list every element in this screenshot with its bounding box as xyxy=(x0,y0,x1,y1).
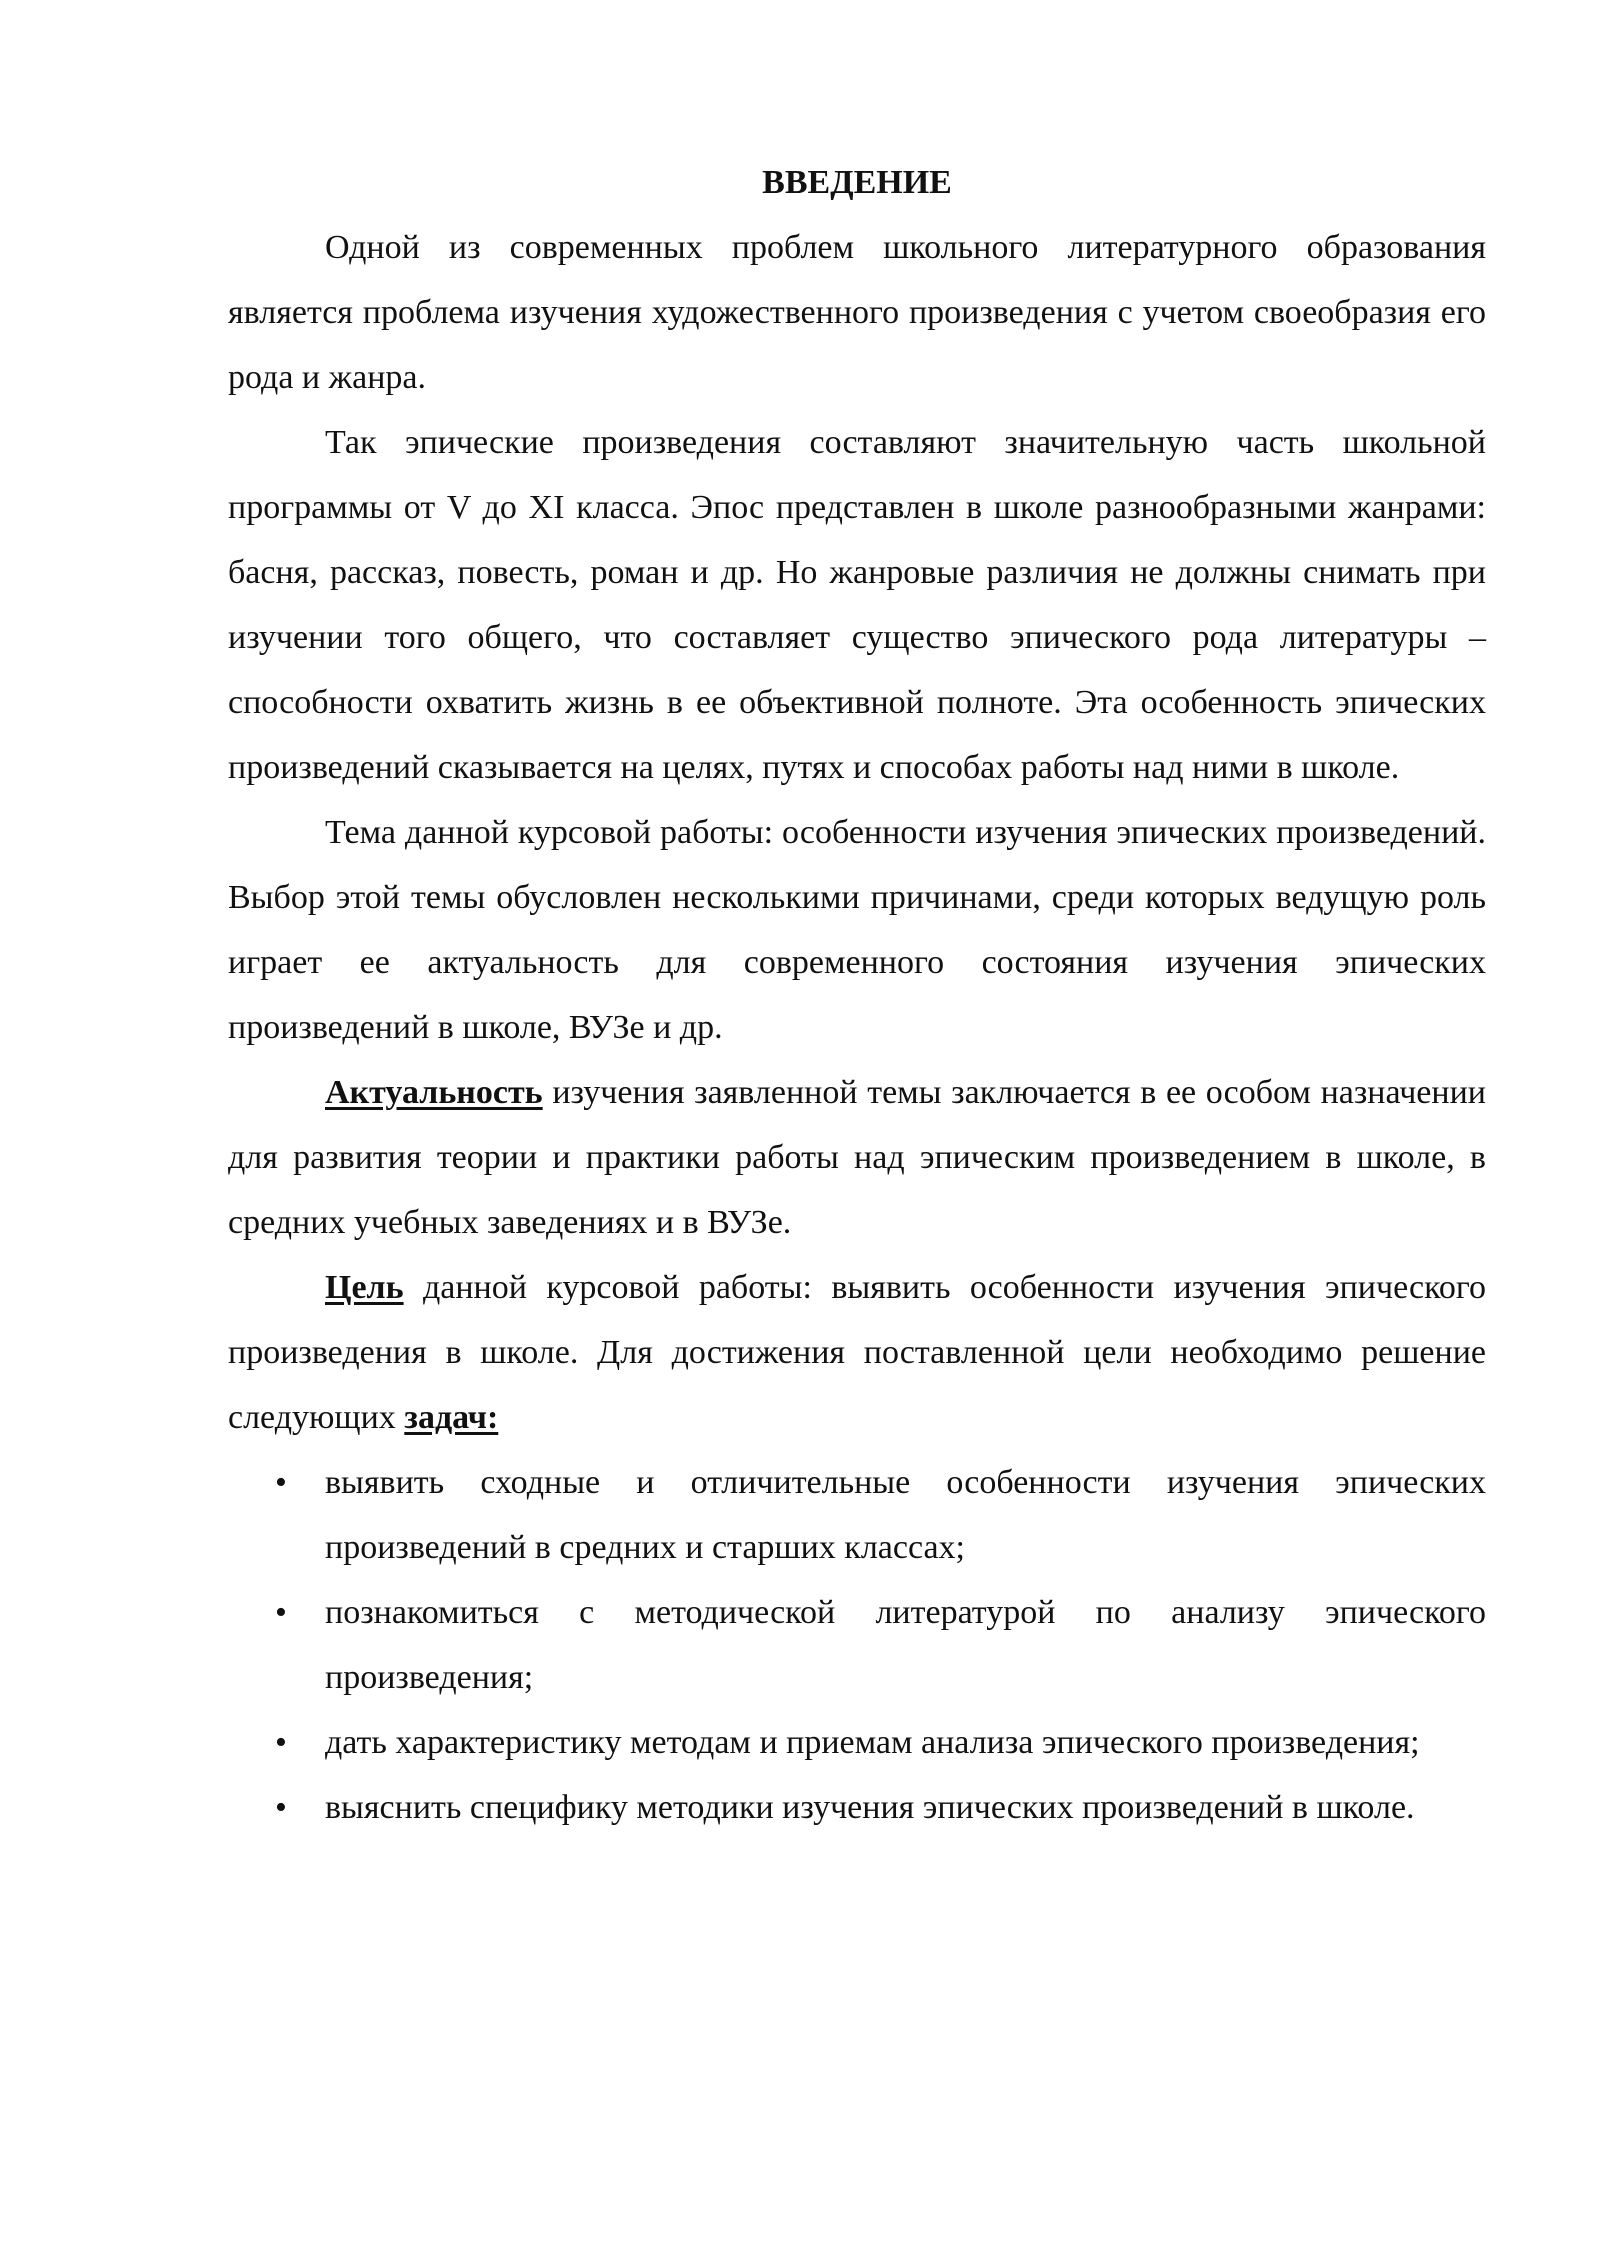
bullet-icon: • xyxy=(275,1724,287,1761)
list-item xyxy=(228,1580,1486,1710)
list-item xyxy=(228,1775,1486,1840)
page-title: ВВЕДЕНИЕ xyxy=(762,164,952,201)
paragraph-relevance xyxy=(228,1060,1486,1255)
document-page xyxy=(228,150,1486,1840)
list-item-text: выявить сходные и отличительные особенности изучения эпических произведений в средних и старших классах; xyxy=(325,1464,1486,1566)
keyword-goal: Цель xyxy=(325,1269,404,1306)
list-item-text: дать характеристику методам и приемам анализа эпического произведения; xyxy=(325,1724,1420,1761)
list-item-text: выяснить специфику методики изучения эпических произведений в школе. xyxy=(325,1789,1415,1826)
bullet-icon: • xyxy=(275,1464,287,1501)
list-item-text: познакомиться с методической литературой по анализу эпического произведения; xyxy=(325,1594,1486,1696)
list-item xyxy=(228,1710,1486,1775)
keyword-relevance: Актуальность xyxy=(325,1074,543,1111)
keyword-tasks: задач: xyxy=(404,1399,499,1436)
goal-text: данной курсовой работы: выявить особенности изучения эпического произведения в школе. Для достижения поставленной цели необходимо решение следующих xyxy=(228,1269,1486,1436)
paragraph-goal xyxy=(228,1255,1486,1450)
task-list xyxy=(228,1450,1486,1840)
paragraph-topic: Тема данной курсовой работы: особенности изучения эпических произведений. Выбор этой темы обусловлен несколькими причинами, среди которых ведущую роль играет ее актуальность для современного состояния изучения эпических произведений в школе, ВУЗе и др. xyxy=(228,814,1486,1046)
paragraph-intro: Одной из современных проблем школьного литературного образования является проблема изучения художественного произведения с учетом своеобразия его рода и жанра. xyxy=(228,229,1486,396)
bullet-icon: • xyxy=(275,1789,287,1826)
relevance-text: изучения заявленной темы заключается в ее особом назначении для развития теории и практики работы над эпическим произведением в школе, в средних учебных заведениях и в ВУЗе. xyxy=(228,1074,1486,1241)
list-item xyxy=(228,1450,1486,1580)
paragraph-epic-works: Так эпические произведения составляют значительную часть школьной программы от V до XI класса. Эпос представлен в школе разнообразными жанрами: басня, рассказ, повесть, роман и др. Но жанровые различия не должны снимать при изучении того общего, что составляет существо эпического рода литературы – способности охватить жизнь в ее объективной полноте. Эта особенность эпических произведений сказывается на целях, путях и способах работы над ними в школе. xyxy=(228,424,1486,786)
bullet-icon: • xyxy=(275,1594,287,1631)
